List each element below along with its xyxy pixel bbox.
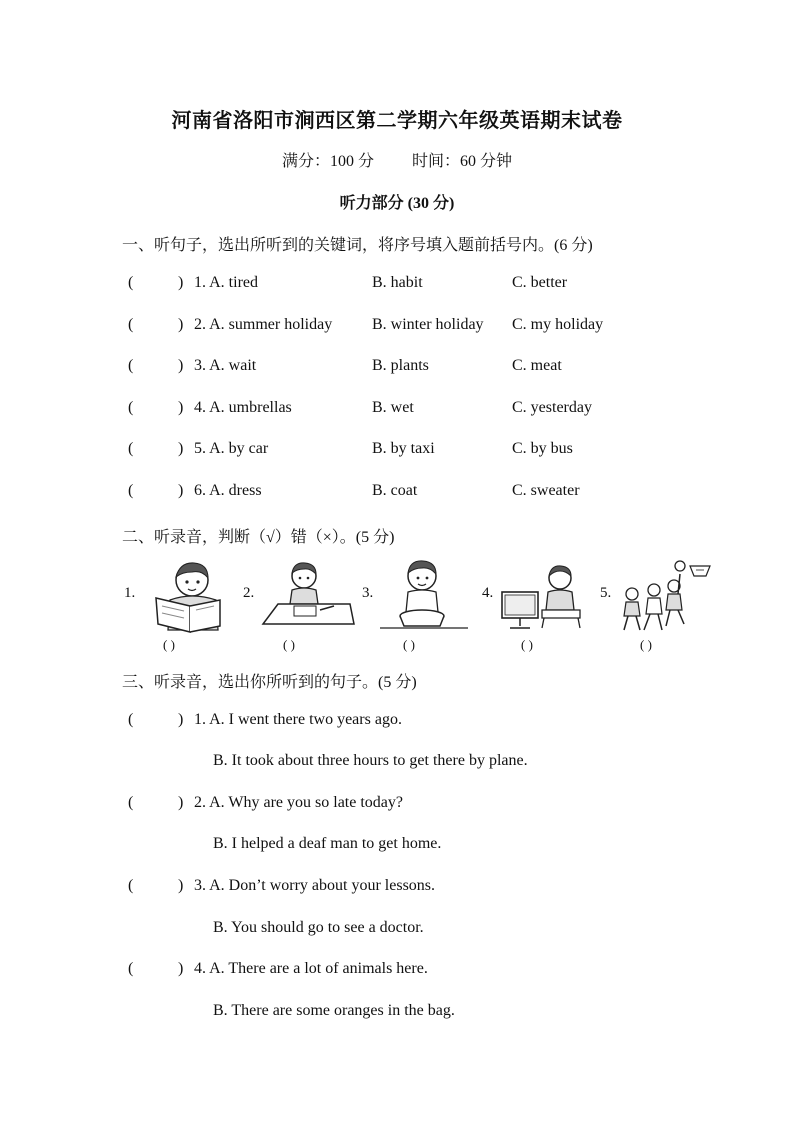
section3-heading: 三、听录音，选出你所听到的句子。(5 分) [122,674,417,691]
answer-paren-open[interactable]: ( [128,482,134,499]
option-b: B. by taxi [372,440,435,457]
sentence-a: 4. A. There are a lot of animals here. [194,960,428,977]
sentence-a: 3. A. Don’t worry about your lessons. [194,877,436,894]
answer-paren-open[interactable]: ( [128,399,134,416]
picture-label: 4. [482,585,494,601]
answer-paren-close: ) [178,482,184,499]
boy-reading-book-icon [150,560,228,634]
answer-paren-close: ) [178,399,184,416]
answer-paren-open[interactable]: ( [128,357,134,374]
full-score: 满分：100 分 [281,153,374,170]
option-b: B. wet [372,399,414,416]
sentence-b: B. You should go to see a doctor. [213,919,424,936]
sentence-a: 2. A. Why are you so late today? [194,794,403,811]
part-heading: 听力部分 (30 分) [339,195,455,212]
answer-paren-close: ) [178,316,184,333]
option-a: 4. A. umbrellas [194,399,292,416]
page-title: 河南省洛阳市涧西区第二学期六年级英语期末试卷 [171,110,623,132]
option-a: 2. A. summer holiday [194,316,333,333]
exam-time: 时间：60 分钟 [412,153,513,170]
judge-paren[interactable]: ( ) [283,637,295,652]
option-a: 5. A. by car [194,440,269,457]
boy-writing-at-desk-icon [260,560,356,630]
option-b: B. plants [372,357,429,374]
answer-paren-close: ) [178,877,184,894]
sentence-a: 1. A. I went there two years ago. [194,711,402,728]
option-a: 1. A. tired [194,274,258,291]
option-c: C. by bus [512,440,573,457]
answer-paren-close: ) [178,711,184,728]
answer-paren-close: ) [178,794,184,811]
judge-paren[interactable]: ( ) [163,637,175,652]
sentence-b: B. I helped a deaf man to get home. [213,835,442,852]
picture-label: 3. [362,585,374,601]
section1-heading: 一、听句子，选出所听到的关键词，将序号填入题前括号内。(6 分) [122,237,593,254]
answer-paren-open[interactable]: ( [128,794,134,811]
judge-paren[interactable]: ( ) [521,637,533,652]
option-b: B. coat [372,482,418,499]
option-c: C. sweater [512,482,580,499]
exam-meta [0,148,794,171]
boy-washing-clothes-icon [378,556,470,632]
option-b: B. winter holiday [372,316,484,333]
boys-playing-basketball-icon [618,560,714,634]
answer-paren-close: ) [178,357,184,374]
answer-paren-open[interactable]: ( [128,877,134,894]
judge-paren[interactable]: ( ) [640,637,652,652]
answer-paren-open[interactable]: ( [128,274,134,291]
judge-paren[interactable]: ( ) [403,637,415,652]
option-b: B. habit [372,274,423,291]
answer-paren-open[interactable]: ( [128,711,134,728]
answer-paren-close: ) [178,274,184,291]
picture-label: 5. [600,585,612,601]
section2-heading: 二、听录音，判断（√）错（×）。(5 分) [122,529,395,546]
picture-label: 2. [243,585,255,601]
option-c: C. meat [512,357,562,374]
answer-paren-open[interactable]: ( [128,960,134,977]
option-c: C. my holiday [512,316,604,333]
answer-paren-close: ) [178,440,184,457]
option-c: C. better [512,274,568,291]
option-a: 6. A. dress [194,482,262,499]
sentence-b: B. It took about three hours to get there by plane. [213,752,528,769]
answer-paren-open[interactable]: ( [128,316,134,333]
answer-paren-close: ) [178,960,184,977]
option-c: C. yesterday [512,399,592,416]
boy-watching-tv-icon [498,562,584,634]
option-a: 3. A. wait [194,357,257,374]
answer-paren-open[interactable]: ( [128,440,134,457]
sentence-b: B. There are some oranges in the bag. [213,1002,455,1019]
picture-label: 1. [124,585,136,601]
